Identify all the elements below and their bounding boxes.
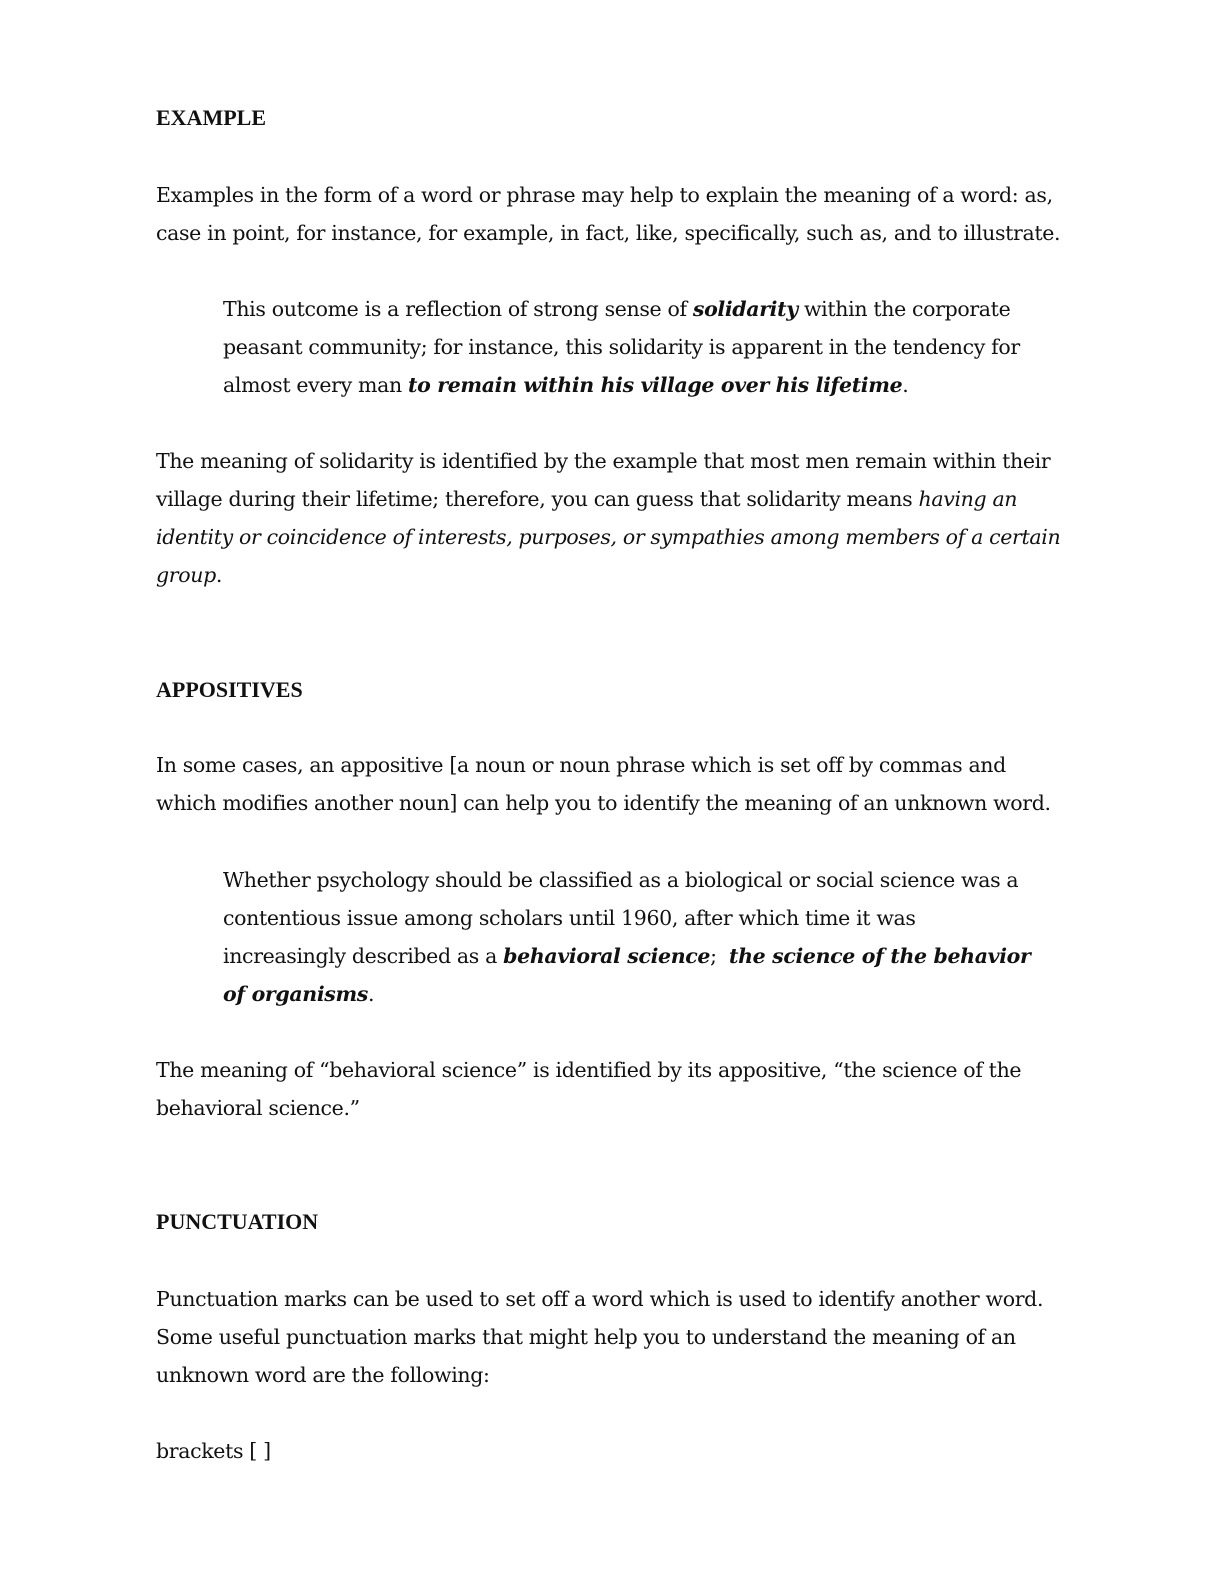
example-intro: Examples in the form of a word or phrase may help to explain the meaning of a word: as, case in point, for instance, for example, in fact, like, specifically, such as, and to illustrate.: [156, 183, 1061, 245]
heading-appositives: APPOSITIVES: [156, 677, 303, 702]
example-quote: [223, 290, 1033, 404]
example-explanation-text: The meaning of solidarity is identified by the example that most men remain within their village during their lifetime; therefore, you can guess that solidarity means: [156, 449, 1051, 511]
appositives-quote-term: behavioral science: [503, 944, 711, 968]
example-quote-clue: to remain within his village over his lifetime: [408, 373, 903, 397]
appositives-quote-end: .: [368, 982, 375, 1006]
example-quote-term: solidarity: [692, 297, 798, 321]
appositives-quote: [223, 861, 1033, 1013]
punctuation-intro: Punctuation marks can be used to set off a word which is used to identify another word. Some useful punctuation marks that might help you to understand the meaning of an unknown word are the following:: [156, 1287, 1044, 1387]
heading-punctuation: PUNCTUATION: [156, 1209, 319, 1234]
appositives-quote-part1: Whether psychology should be classified as a biological or social science was a contentious issue among scholars until 1960, after which time it was increasingly described as a: [223, 868, 1019, 968]
heading-example: EXAMPLE: [156, 105, 266, 130]
example-quote-end: .: [902, 373, 909, 397]
example-quote-part2: within the corporate peasant community; for instance, this solidarity is apparent in the tendency for almost every man: [223, 297, 1020, 397]
example-explanation: [156, 442, 1066, 594]
appositives-quote-clue: the science of the behavior of organisms: [223, 944, 1031, 1006]
example-explanation-end: .: [215, 563, 223, 587]
appositives-explanation: The meaning of “behavioral science” is identified by its appositive, “the science of the behavioral science.”: [156, 1058, 1022, 1120]
example-quote-part1: This outcome is a reflection of strong sense of: [223, 297, 693, 321]
example-explanation-definition: having an identity or coincidence of interests, purposes, or sympathies among members of a certain group: [156, 487, 1061, 587]
appositives-intro: In some cases, an appositive [a noun or noun phrase which is set off by commas and which modifies another noun] can help you to identify the meaning of an unknown word.: [156, 753, 1051, 815]
appositives-quote-sep: ;: [710, 944, 729, 968]
punctuation-item-brackets: brackets [ ]: [156, 1439, 271, 1463]
